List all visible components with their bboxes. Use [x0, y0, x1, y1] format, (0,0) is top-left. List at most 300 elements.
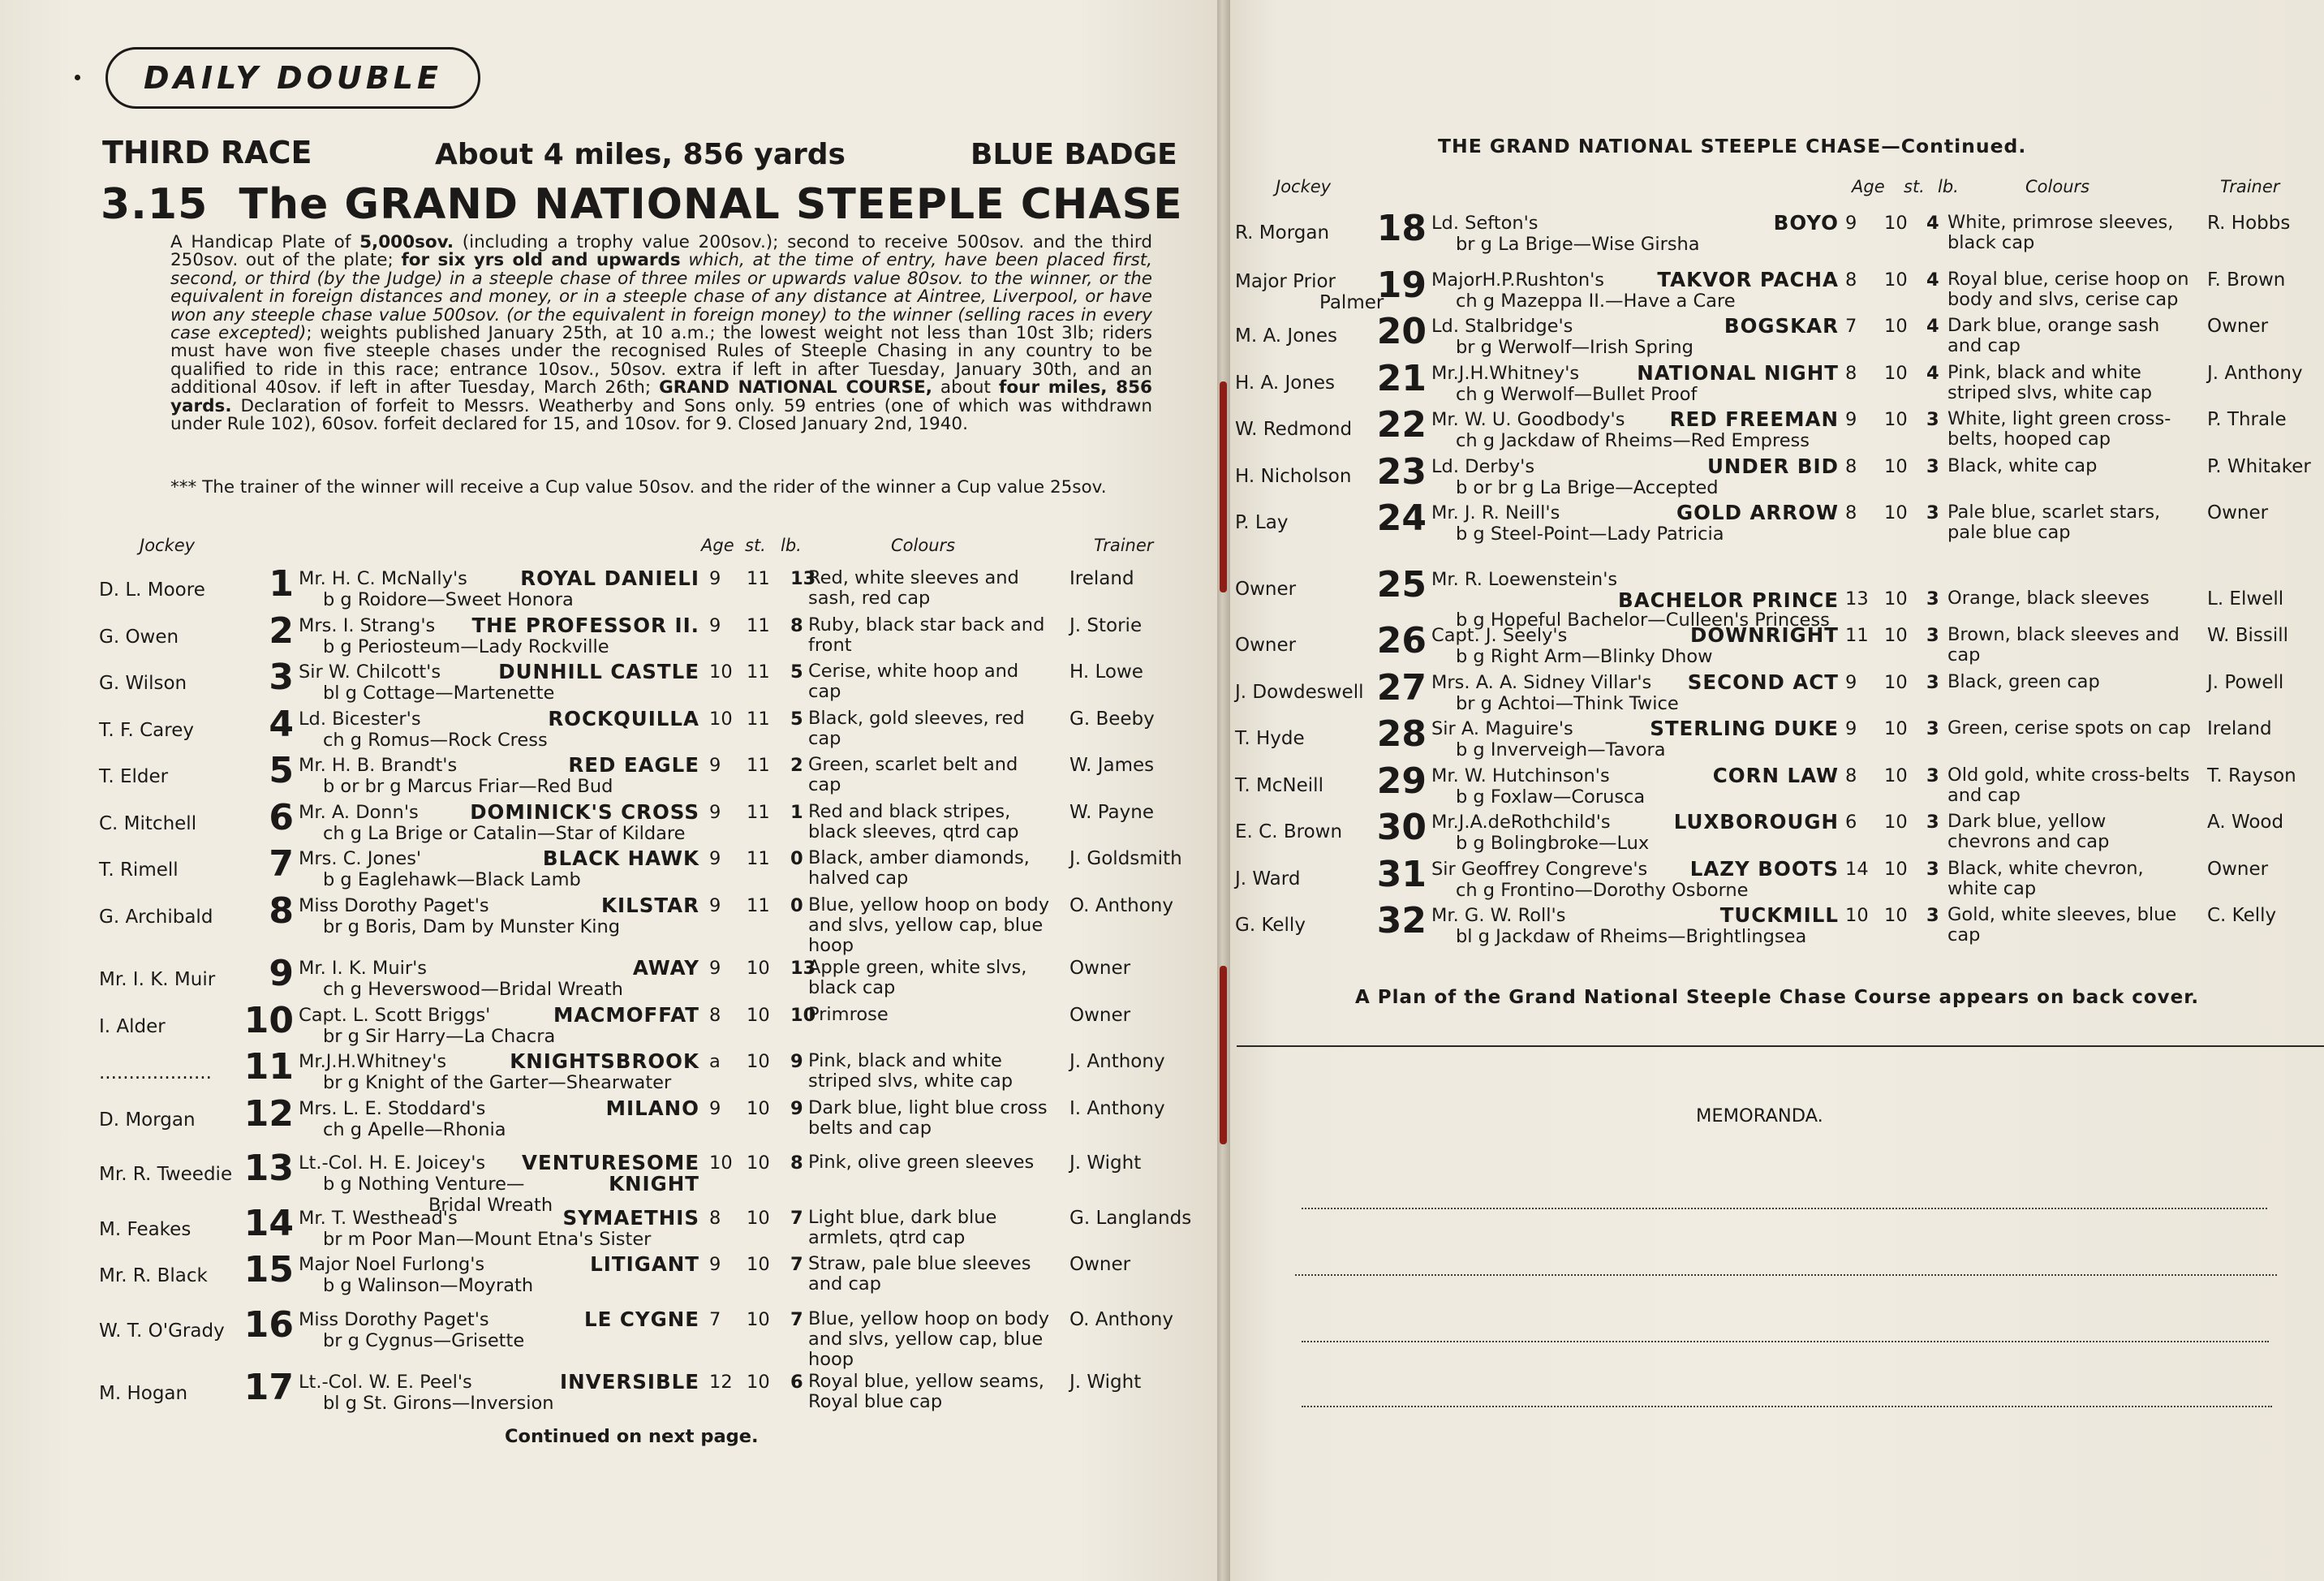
jockey-name: C. Mitchell: [99, 812, 197, 834]
race-conditions: [170, 234, 1152, 433]
breeding: bl g Jackdaw of Rheims—Brightlingsea: [1456, 926, 1807, 947]
racing-colours: Pale blue, scarlet stars, pale blue cap: [1947, 502, 2161, 543]
weight-pounds: 3: [1926, 455, 1939, 477]
runner-number: 11: [243, 1046, 294, 1088]
runner-number: 16: [243, 1303, 294, 1346]
owner-name: Miss Dorothy Paget's: [299, 894, 489, 916]
breeding: b g Bolingbroke—Lux: [1456, 833, 1650, 854]
trainer-name: Owner: [2207, 316, 2269, 337]
weight-pounds: 4: [1926, 213, 1939, 234]
runner-number: 12: [243, 1092, 294, 1135]
racing-colours: Black, amber diamonds, halved cap: [808, 847, 1030, 889]
jockey-name: W. T. O'Grady: [99, 1320, 225, 1342]
horse-name: ROYAL DANIELI: [520, 566, 699, 590]
weight-pounds: 13: [790, 568, 816, 589]
racing-colours: Dark blue, light blue cross belts and cap: [808, 1096, 1048, 1139]
race-title: [101, 180, 1183, 229]
weight-stones: 10: [1884, 858, 1908, 880]
owner-name: Mr. T. Westhead's: [299, 1207, 458, 1229]
runner-age: 9: [709, 801, 721, 823]
racing-colours: Green, scarlet belt and cap: [808, 754, 1018, 795]
jockey-name: M. Hogan: [99, 1383, 188, 1404]
trainer-name: Owner: [2207, 858, 2269, 880]
jockey-name: Owner: [1235, 635, 1297, 656]
owner-name: MajorH.P.Rushton's: [1431, 269, 1604, 291]
weight-pounds: 7: [790, 1254, 803, 1275]
runner-age: 6: [1845, 812, 1857, 833]
trainer-name: J. Powell: [2207, 671, 2284, 693]
owner-name: Mr.J.A.deRothchild's: [1431, 812, 1611, 833]
weight-pounds: 5: [790, 708, 803, 730]
weight-stones: 11: [747, 708, 770, 730]
trainer-name: W. James: [1069, 755, 1155, 776]
trainer-name: G. Beeby: [1069, 708, 1155, 730]
weight-stones: 10: [747, 958, 770, 979]
daily-double-badge: DAILY DOUBLE: [105, 47, 480, 109]
jockey-name: Mr. R. Tweedie: [99, 1164, 233, 1185]
trainer-name: C. Kelly: [2207, 905, 2277, 926]
weight-pounds: 4: [1926, 316, 1939, 337]
weight-pounds: 3: [1926, 588, 1939, 610]
racing-colours: Blue, yellow hoop on body and slvs, yellow cap, blue hoop: [808, 894, 1050, 956]
racing-colours: Dark blue, yellow chevrons and cap: [1947, 811, 2110, 852]
breeding: b g Steel-Point—Lady Patricia: [1456, 523, 1724, 545]
breeding: ch g Romus—Rock Cress: [323, 729, 548, 751]
horse-name: SYMAETHIS: [562, 1205, 699, 1230]
breeding: ch g Frontino—Dorothy Osborne: [1456, 879, 1749, 901]
breeding: bl g Cottage—Martenette: [323, 683, 555, 704]
runner-number: 5: [269, 750, 294, 791]
weight-stones: 10: [1884, 625, 1908, 646]
weight-pounds: 3: [1926, 625, 1939, 646]
owner-name: Mr. A. Donn's: [299, 801, 419, 823]
column-header-jockey: Jockey: [1276, 177, 1332, 196]
owner-name: Sir Geoffrey Congreve's: [1431, 858, 1648, 880]
owner-name: Mr. R. Loewenstein's: [1431, 568, 1618, 590]
breeding: b g Nothing Venture—: [323, 1174, 525, 1195]
owner-name: Mrs. I. Strang's: [299, 614, 436, 636]
jockey-name: Mr. I. K. Muir: [99, 969, 216, 990]
runner-age: 9: [709, 755, 721, 776]
jockey-name: H. Nicholson: [1235, 465, 1352, 487]
jockey-name: R. Morgan: [1235, 222, 1330, 243]
horse-name: SECOND ACT: [1687, 670, 1839, 694]
breeding: br g Achtoi—Think Twice: [1456, 692, 1679, 714]
weight-pounds: 10: [790, 1004, 816, 1026]
runner-number: 13: [243, 1148, 294, 1189]
breeding: b g Foxlaw—Corusca: [1456, 786, 1646, 808]
trainer-name: J. Anthony: [1069, 1051, 1165, 1072]
runner-age: 7: [709, 1308, 721, 1330]
runner-age: 11: [1845, 625, 1869, 646]
owner-name: Mr.J.H.Whitney's: [1431, 362, 1580, 384]
breeding: ch g La Brige or Catalin—Star of Kildare: [323, 822, 686, 844]
weight-pounds: 3: [1926, 409, 1939, 430]
horse-name: LUXBOROUGH: [1673, 810, 1839, 834]
owner-name: Mr. W. U. Goodbody's: [1431, 409, 1625, 430]
jockey-name: M. Feakes: [99, 1218, 192, 1240]
runner-age: 14: [1845, 858, 1869, 880]
runner-number: 9: [269, 953, 294, 994]
horse-name: THE PROFESSOR II.: [471, 613, 699, 637]
jockey-name: G. Wilson: [99, 673, 187, 694]
trainer-name: W. Payne: [1069, 801, 1154, 823]
weight-stones: 11: [747, 568, 770, 589]
breeding: ch g Jackdaw of Rheims—Red Empress: [1456, 430, 1810, 451]
owner-name: Sir A. Maguire's: [1431, 718, 1573, 739]
weight-pounds: 3: [1926, 858, 1939, 880]
runner-age: 9: [1845, 213, 1857, 234]
runner-number: 19: [1376, 264, 1427, 306]
heading-suffix: —Continued.: [1881, 135, 2027, 157]
horse-name: RED EAGLE: [568, 753, 699, 777]
conditions-text: four miles, 856 yards.: [170, 377, 1153, 416]
breeding: b g Walinson—Moyrath: [323, 1275, 534, 1296]
breeding: bl g St. Girons—Inversion: [323, 1393, 554, 1414]
horse-name: BOYO: [1773, 211, 1839, 235]
breeding: br g Boris, Dam by Munster King: [323, 915, 621, 937]
weight-stones: 11: [747, 801, 770, 823]
badge-label: BLUE BADGE: [970, 138, 1177, 171]
trainer-name: Owner: [1069, 1004, 1131, 1026]
right-page: [1224, 0, 2324, 1581]
trainer-name: J. Anthony: [2207, 362, 2303, 384]
runner-number: 23: [1376, 450, 1427, 493]
runner-number: 32: [1376, 900, 1427, 941]
trainer-name: O. Anthony: [1069, 894, 1173, 916]
racing-colours: Apple green, white slvs, black cap: [808, 957, 1027, 998]
owner-name: Major Noel Furlong's: [299, 1254, 485, 1275]
breeding: br g Cygnus—Grisette: [323, 1329, 525, 1351]
weight-stones: 10: [747, 1372, 770, 1393]
runner-age: 8: [1845, 269, 1857, 291]
runner-number: 15: [243, 1249, 294, 1290]
owner-name: Mr. H. C. McNally's: [299, 568, 467, 589]
breeding: ch g Werwolf—Bullet Proof: [1456, 383, 1698, 405]
weight-stones: 10: [1884, 269, 1908, 291]
column-header-trainer: Trainer: [1094, 536, 1154, 555]
jockey-name: T. Hyde: [1235, 728, 1305, 749]
weight-stones: 11: [747, 894, 770, 916]
runner-number: 24: [1376, 498, 1427, 539]
runner-age: 10: [709, 708, 733, 730]
weight-pounds: 7: [790, 1308, 803, 1330]
column-header-lb: lb.: [1938, 177, 1959, 196]
trainer-name: Ireland: [1069, 568, 1134, 589]
weight-stones: 10: [747, 1004, 770, 1026]
weight-pounds: 6: [790, 1372, 803, 1393]
trainer-name: P. Whitaker: [2207, 455, 2311, 477]
book-spine: [1217, 0, 1230, 1581]
binding-thread: [1220, 381, 1227, 592]
owner-name: Mr. J. R. Neill's: [1431, 502, 1560, 523]
column-header-colours: Colours: [2025, 177, 2090, 196]
bullet-dot: [75, 75, 80, 80]
trainer-name: P. Thrale: [2207, 409, 2287, 430]
racing-colours: Royal blue, cerise hoop on body and slvs, cerise cap: [1947, 268, 2189, 310]
weight-pounds: 4: [1926, 362, 1939, 384]
owner-name: Mrs. C. Jones': [299, 848, 422, 869]
weight-stones: 10: [747, 1308, 770, 1330]
breeding: b g Eaglehawk—Black Lamb: [323, 869, 581, 890]
racing-colours: White, primrose sleeves, black cap: [1947, 212, 2174, 253]
racing-colours: Brown, black sleeves and cap: [1947, 624, 2180, 666]
weight-stones: 11: [747, 614, 770, 636]
horse-name: KNIGHT: [609, 1172, 699, 1195]
conditions-text: about: [932, 377, 1000, 398]
jockey-name: J. Dowdeswell: [1235, 681, 1364, 703]
weight-stones: 10: [1884, 502, 1908, 523]
horse-name: TUCKMILL: [1719, 903, 1839, 927]
weight-stones: 10: [1884, 765, 1908, 786]
plan-note: A Plan of the Grand National Steeple Chase Course appears on back cover.: [1355, 987, 2200, 1008]
horse-name: BOGSKAR: [1724, 314, 1839, 338]
weight-stones: 10: [1884, 812, 1908, 833]
weight-pounds: 8: [790, 1152, 803, 1174]
runner-age: 8: [1845, 502, 1857, 523]
conditions-text: (including a trophy value 200sov.); second to receive 500sov. and the third 250sov. out of the plate;: [170, 232, 1152, 271]
runner-number: 21: [1376, 357, 1427, 399]
runner-number: 27: [1376, 666, 1427, 709]
breeding: Bridal Wreath: [428, 1195, 553, 1216]
racing-colours: Black, white cap: [1947, 454, 2098, 476]
jockey-name: D. L. Moore: [99, 579, 205, 601]
runner-age: 13: [1845, 588, 1869, 610]
runner-number: 22: [1376, 404, 1427, 446]
conditions-text: 5,000sov.: [359, 232, 454, 252]
weight-stones: 10: [1884, 409, 1908, 430]
runner-age: 8: [1845, 455, 1857, 477]
memo-line: [1302, 1208, 2267, 1209]
racing-colours: Black, green cap: [1947, 670, 2100, 692]
weight-pounds: 3: [1926, 671, 1939, 693]
runner-number: 4: [269, 703, 294, 745]
jockey-name: T. McNeill: [1235, 774, 1323, 796]
runner-age: 9: [709, 568, 721, 589]
runner-age: 9: [709, 894, 721, 916]
runner-number: 28: [1376, 713, 1427, 755]
weight-stones: 11: [747, 661, 770, 683]
heading-text: THE GRAND NATIONAL STEEPLE CHASE: [1438, 135, 1882, 157]
weight-pounds: 3: [1926, 718, 1939, 739]
runner-number: 18: [1376, 208, 1427, 249]
breeding: br g Knight of the Garter—Shearwater: [323, 1072, 672, 1093]
binding-thread: [1220, 966, 1227, 1144]
racing-colours: Blue, yellow hoop on body and slvs, yellow cap, blue hoop: [808, 1307, 1050, 1370]
racing-colours: Black, white chevron, white cap: [1947, 857, 2144, 899]
memo-line: [1295, 1274, 2277, 1276]
weight-pounds: 3: [1926, 765, 1939, 786]
weight-pounds: 13: [790, 958, 816, 979]
divider-line: [1237, 1045, 2324, 1047]
conditions-text: Declaration of forfeit to Messrs. Weatherby and Sons only. 59 entries (one of which was withdrawn under Rule 102), 60sov. forfeit declared for 15, and 10sov. for 9. Closed January 2nd, 1940.: [170, 395, 1152, 435]
column-header-st: st.: [1904, 177, 1925, 196]
horse-name: DUNHILL CASTLE: [498, 660, 699, 683]
weight-stones: 10: [747, 1152, 770, 1174]
weight-stones: 10: [747, 1254, 770, 1275]
runner-age: 10: [709, 1152, 733, 1174]
owner-name: Mr. W. Hutchinson's: [1431, 765, 1610, 786]
runner-age: 9: [1845, 671, 1857, 693]
column-header-jockey: Jockey: [140, 536, 196, 555]
jockey-name: E. C. Brown: [1235, 821, 1343, 842]
weight-pounds: 8: [790, 614, 803, 636]
owner-name: Lt.-Col. H. E. Joicey's: [299, 1152, 486, 1174]
weight-pounds: 3: [1926, 905, 1939, 926]
horse-name: ROCKQUILLA: [548, 706, 699, 730]
racing-colours: Pink, black and white striped slvs, white cap: [1947, 361, 2153, 403]
runner-number: 17: [243, 1367, 294, 1408]
weight-stones: 10: [1884, 718, 1908, 739]
weight-stones: 10: [1884, 213, 1908, 234]
column-header-trainer: Trainer: [2220, 177, 2280, 196]
runner-age: 8: [1845, 362, 1857, 384]
owner-name: Mrs. L. E. Stoddard's: [299, 1097, 486, 1119]
weight-pounds: 0: [790, 848, 803, 869]
runner-age: 9: [709, 958, 721, 979]
jockey-name: T. Elder: [99, 766, 169, 787]
weight-pounds: 7: [790, 1207, 803, 1229]
breeding: b g Roidore—Sweet Honora: [323, 589, 574, 610]
runner-age: 9: [709, 614, 721, 636]
weight-stones: 10: [1884, 362, 1908, 384]
horse-name: DOMINICK'S CROSS: [470, 799, 699, 824]
horse-name: LITIGANT: [590, 1252, 699, 1276]
conditions-text: A Handicap Plate of: [170, 232, 360, 252]
runner-age: 9: [1845, 409, 1857, 430]
runner-number: 26: [1376, 620, 1427, 661]
weight-pounds: 0: [790, 894, 803, 916]
jockey-name: T. Rimell: [99, 859, 179, 881]
trainer-name: J. Goldsmith: [1069, 848, 1182, 869]
breeding: b g Hopeful Bachelor—Culleen's Princess: [1456, 609, 1830, 631]
jockey-name: G. Owen: [99, 626, 179, 648]
weight-stones: 10: [1884, 588, 1908, 610]
owner-name: Ld. Bicester's: [299, 708, 421, 730]
horse-name: KNIGHTSBROOK: [510, 1049, 699, 1073]
owner-name: Ld. Derby's: [1431, 455, 1535, 477]
runner-number: 31: [1376, 853, 1427, 895]
weight-pounds: 1: [790, 801, 803, 823]
jockey-name: I. Alder: [99, 1015, 166, 1037]
owner-name: Capt. L. Scott Briggs': [299, 1004, 491, 1026]
racing-colours: Black, gold sleeves, red cap: [808, 707, 1025, 749]
runner-age: 12: [709, 1372, 733, 1393]
breeding: b g Periosteum—Lady Rockville: [323, 635, 609, 657]
racing-colours: Pink, olive green sleeves: [808, 1152, 1035, 1173]
conditions-text: ; weights published January 25th, at 10 a.m.; the lowest weight not less than 10st 3lb; riders must have won five steeple chases under the recognised Rules of Steeple Chasing in any country to be qualified to ride in this race; entrance 10sov., 50sov. extra if left in after Tuesday, January 30th, and an additional 40sov. if left in after Tuesday, March 26th;: [170, 323, 1152, 398]
weight-stones: 10: [1884, 316, 1908, 337]
breeding: b or br g Marcus Friar—Red Bud: [323, 776, 613, 797]
conditions-text: which, at the time of entry, have been placed first, second, or third (by the Judge) in a steeple chase of three miles or upwards value 80sov. to the winner, or the equivalent in foreign distances and money, or in a steeple chase of any distance at Aintree, Liverpool, or have won any steeple chase value 500sov. (or the equivalent in foreign money) to the winner (selling races in every case excepted): [170, 250, 1152, 344]
breeding: ch g Heverswood—Bridal Wreath: [323, 979, 623, 1000]
racing-colours: White, light green cross-belts, hooped cap: [1947, 408, 2171, 450]
trainer-name: A. Wood: [2207, 812, 2284, 833]
racing-colours: Red, white sleeves and sash, red cap: [808, 567, 1019, 609]
trainer-name: T. Rayson: [2207, 765, 2296, 786]
runner-number: 6: [269, 796, 294, 838]
racing-colours: Straw, pale blue sleeves and cap: [808, 1253, 1031, 1295]
runner-number: 2: [269, 610, 294, 652]
owner-name: Sir W. Chilcott's: [299, 661, 441, 683]
owner-name: Lt.-Col. W. E. Peel's: [299, 1372, 472, 1393]
runner-number: 10: [243, 999, 294, 1041]
runner-age: 7: [1845, 316, 1857, 337]
racing-colours: Primrose: [808, 1003, 889, 1025]
trainer-name: J. Wight: [1069, 1152, 1142, 1174]
conditions-text: GRAND NATIONAL COURSE,: [659, 377, 932, 398]
owner-name: Mr. H. B. Brandt's: [299, 755, 458, 776]
trainer-name: J. Storie: [1069, 614, 1143, 636]
owner-name: Mr.J.H.Whitney's: [299, 1051, 447, 1072]
racing-colours: Pink, black and white striped slvs, white cap: [808, 1050, 1014, 1092]
horse-name: CORN LAW: [1712, 763, 1839, 787]
race-time: 3.15: [101, 180, 209, 229]
jockey-name: Palmer: [1319, 291, 1384, 313]
trainer-name: Owner: [1069, 958, 1131, 979]
trainer-name: Ireland: [2207, 718, 2272, 739]
weight-pounds: 2: [790, 755, 803, 776]
conditions-text: for six yrs old and upwards: [401, 250, 681, 271]
runner-age: 9: [709, 1254, 721, 1275]
runner-age: 8: [709, 1207, 721, 1229]
jockey-name: J. Ward: [1235, 868, 1301, 890]
column-header-st: st.: [745, 536, 766, 555]
trainer-name: G. Langlands: [1069, 1207, 1192, 1229]
horse-name: AWAY: [632, 956, 699, 980]
horse-name: INVERSIBLE: [560, 1370, 699, 1394]
breeding: br g Werwolf—Irish Spring: [1456, 337, 1694, 358]
owner-name: Mrs. A. A. Sidney Villar's: [1431, 671, 1652, 693]
trainer-name: F. Brown: [2207, 269, 2286, 291]
trainer-name: L. Elwell: [2207, 588, 2284, 610]
runner-age: a: [709, 1051, 721, 1072]
racing-colours: Light blue, dark blue armlets, qtrd cap: [808, 1206, 997, 1248]
runner-age: 10: [709, 661, 733, 683]
horse-name: KILSTAR: [601, 893, 699, 917]
runner-number: 1: [269, 563, 294, 605]
racing-colours: Orange, black sleeves: [1947, 587, 2150, 609]
weight-stones: 11: [747, 848, 770, 869]
horse-name: BLACK HAWK: [542, 847, 699, 870]
trainer-name: Owner: [1069, 1254, 1131, 1275]
race-name: The GRAND NATIONAL STEEPLE CHASE: [239, 180, 1183, 229]
racing-colours: Royal blue, yellow seams, Royal blue cap: [808, 1371, 1044, 1412]
jockey-name: Mr. R. Black: [99, 1265, 208, 1286]
horse-name: NATIONAL NIGHT: [1637, 360, 1839, 385]
weight-pounds: 3: [1926, 502, 1939, 523]
horse-name: TAKVOR PACHA: [1657, 267, 1839, 291]
column-header-age: Age: [701, 536, 734, 555]
racing-colours: Red and black stripes, black sleeves, qtrd cap: [808, 800, 1019, 842]
horse-name: UNDER BID: [1707, 454, 1839, 478]
weight-pounds: 5: [790, 661, 803, 683]
breeding: ch g Mazeppa II.—Have a Care: [1456, 290, 1736, 312]
trainer-name: R. Hobbs: [2207, 213, 2291, 234]
breeding: br g La Brige—Wise Girsha: [1456, 234, 1700, 255]
breeding: b or br g La Brige—Accepted: [1456, 476, 1719, 498]
continued-note: Continued on next page.: [505, 1426, 759, 1447]
runner-age: 8: [709, 1004, 721, 1026]
jockey-name: Major Prior: [1235, 270, 1336, 292]
owner-name: Mr. I. K. Muir's: [299, 958, 427, 979]
runner-number: 3: [269, 657, 294, 698]
owner-name: Miss Dorothy Paget's: [299, 1308, 489, 1330]
horse-name: VENTURESOME: [522, 1151, 699, 1174]
weight-stones: 11: [747, 755, 770, 776]
horse-name: RED FREEMAN: [1669, 407, 1839, 431]
owner-name: Ld. Sefton's: [1431, 213, 1539, 234]
